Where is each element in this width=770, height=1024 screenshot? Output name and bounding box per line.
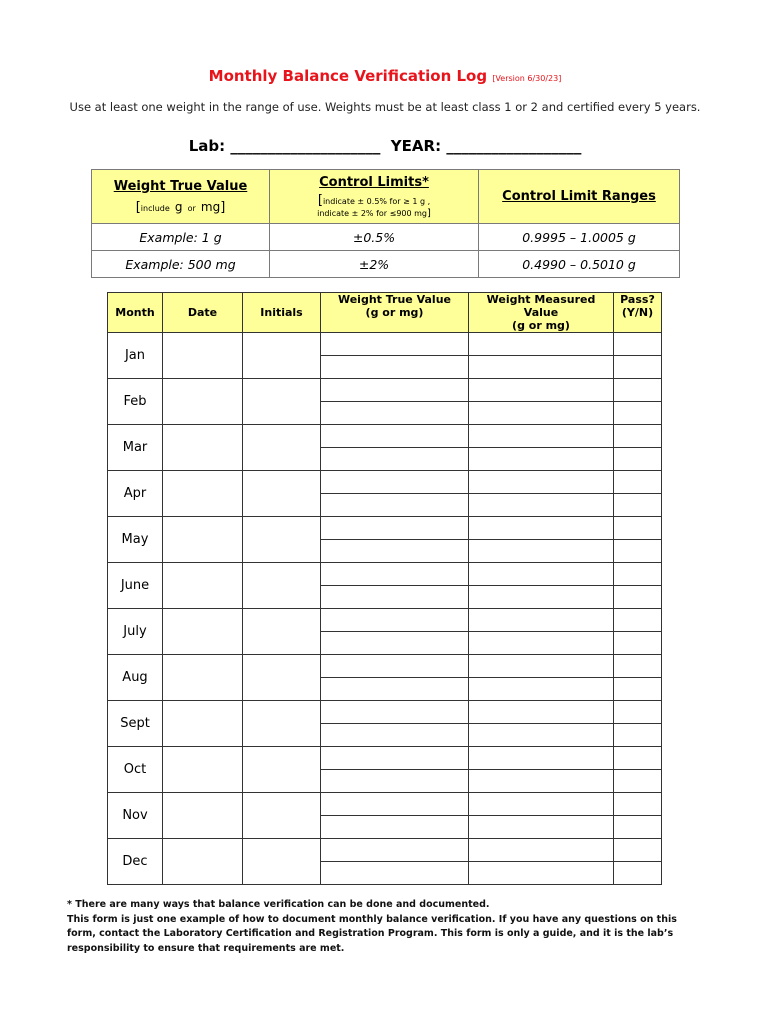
- true-value-cell[interactable]: [321, 724, 469, 747]
- date-cell[interactable]: [163, 425, 243, 471]
- measured-value-cell[interactable]: [469, 333, 614, 356]
- true-value-cell[interactable]: [321, 609, 469, 632]
- pass-cell[interactable]: [614, 517, 662, 540]
- month-label: Sept: [108, 701, 163, 747]
- true-value-cell[interactable]: [321, 678, 469, 701]
- initials-cell[interactable]: [243, 379, 321, 425]
- pass-cell[interactable]: [614, 793, 662, 816]
- weight-true-value-title: Weight True Value: [113, 178, 248, 194]
- initials-cell[interactable]: [243, 839, 321, 885]
- measured-value-unit: (g or mg): [512, 319, 570, 332]
- date-cell[interactable]: [163, 379, 243, 425]
- initials-cell[interactable]: [243, 425, 321, 471]
- month-label: Dec: [108, 839, 163, 885]
- measured-value-title: Weight Measured Value: [486, 293, 596, 319]
- measured-value-cell[interactable]: [469, 839, 614, 862]
- true-value-cell[interactable]: [321, 793, 469, 816]
- pass-cell[interactable]: [614, 494, 662, 517]
- pass-cell[interactable]: [614, 862, 662, 885]
- measured-value-cell[interactable]: [469, 540, 614, 563]
- date-cell[interactable]: [163, 517, 243, 563]
- month-row: [108, 425, 662, 448]
- initials-cell[interactable]: [243, 333, 321, 379]
- pass-cell[interactable]: [614, 448, 662, 471]
- pass-cell[interactable]: [614, 540, 662, 563]
- date-cell[interactable]: [163, 701, 243, 747]
- pass-cell[interactable]: [614, 586, 662, 609]
- measured-value-cell[interactable]: [469, 862, 614, 885]
- true-value-cell[interactable]: [321, 747, 469, 770]
- pass-cell[interactable]: [614, 402, 662, 425]
- reference-table: [91, 169, 680, 278]
- date-cell[interactable]: [163, 747, 243, 793]
- lab-year-line: [0, 137, 770, 155]
- instructions: Use at least one weight in the range of use. Weights must be at least class 1 or 2 and certified every 5 years.: [69, 100, 701, 114]
- month-header: Month: [108, 293, 163, 333]
- true-value-cell[interactable]: [321, 816, 469, 839]
- example-limit: ±0.5%: [270, 224, 479, 251]
- true-value-cell[interactable]: [321, 333, 469, 356]
- measured-value-header: [469, 293, 614, 333]
- month-label: July: [108, 609, 163, 655]
- measured-value-cell[interactable]: [469, 747, 614, 770]
- date-header: Date: [163, 293, 243, 333]
- measured-value-cell[interactable]: [469, 724, 614, 747]
- pass-cell[interactable]: [614, 632, 662, 655]
- log-header-row: [108, 293, 662, 333]
- measured-value-cell[interactable]: [469, 586, 614, 609]
- pass-cell[interactable]: [614, 655, 662, 678]
- measured-value-cell[interactable]: [469, 770, 614, 793]
- measured-value-cell[interactable]: [469, 517, 614, 540]
- true-value-cell[interactable]: [321, 471, 469, 494]
- pass-cell[interactable]: [614, 770, 662, 793]
- pass-cell[interactable]: [614, 471, 662, 494]
- weight-true-value-note: [92, 196, 269, 215]
- control-limit-ranges-title: Control Limit Ranges: [502, 189, 656, 204]
- true-value-title: Weight True Value: [337, 293, 451, 306]
- example-weight: Example: 1 g: [92, 224, 270, 251]
- true-value-cell[interactable]: [321, 425, 469, 448]
- pass-cell[interactable]: [614, 701, 662, 724]
- form-title: [0, 67, 770, 85]
- measured-value-cell[interactable]: [469, 402, 614, 425]
- true-value-cell[interactable]: [321, 448, 469, 471]
- note-mg: mg: [200, 199, 221, 214]
- pass-cell[interactable]: [614, 724, 662, 747]
- measured-value-cell[interactable]: [469, 425, 614, 448]
- true-value-cell[interactable]: [321, 632, 469, 655]
- pass-cell[interactable]: [614, 356, 662, 379]
- pass-cell[interactable]: [614, 563, 662, 586]
- true-value-cell[interactable]: [321, 586, 469, 609]
- date-cell[interactable]: [163, 333, 243, 379]
- year-label: YEAR:: [390, 137, 442, 155]
- month-label: Nov: [108, 793, 163, 839]
- measured-value-cell[interactable]: [469, 701, 614, 724]
- measured-value-cell[interactable]: [469, 632, 614, 655]
- pass-title: Pass?: [620, 293, 655, 306]
- month-row: [108, 333, 662, 356]
- initials-cell[interactable]: [243, 701, 321, 747]
- pass-cell[interactable]: [614, 678, 662, 701]
- month-row: [108, 563, 662, 586]
- date-cell[interactable]: [163, 839, 243, 885]
- measured-value-cell[interactable]: [469, 678, 614, 701]
- date-cell[interactable]: [163, 563, 243, 609]
- note-include: include: [140, 203, 170, 213]
- true-value-cell[interactable]: [321, 517, 469, 540]
- measured-value-cell[interactable]: [469, 609, 614, 632]
- date-cell[interactable]: [163, 655, 243, 701]
- measured-value-cell[interactable]: [469, 379, 614, 402]
- true-value-cell[interactable]: [321, 862, 469, 885]
- true-value-cell[interactable]: [321, 379, 469, 402]
- pass-cell[interactable]: [614, 609, 662, 632]
- pass-cell[interactable]: [614, 379, 662, 402]
- pass-cell[interactable]: [614, 816, 662, 839]
- version-text: [Version 6/30/23]: [492, 74, 562, 83]
- measured-value-cell[interactable]: [469, 816, 614, 839]
- example-range: 0.9995 – 1.0005 g: [479, 224, 680, 251]
- lab-label: Lab:: [188, 137, 226, 155]
- measured-value-cell[interactable]: [469, 356, 614, 379]
- initials-cell[interactable]: [243, 655, 321, 701]
- initials-cell[interactable]: [243, 471, 321, 517]
- month-row: [108, 747, 662, 770]
- month-label: Aug: [108, 655, 163, 701]
- pass-cell[interactable]: [614, 839, 662, 862]
- month-row: [108, 517, 662, 540]
- pass-header: [614, 293, 662, 333]
- date-cell[interactable]: [163, 471, 243, 517]
- control-limits-header: [270, 170, 479, 224]
- year-blank[interactable]: __________________: [446, 137, 582, 155]
- example-row: [92, 251, 680, 278]
- true-value-cell[interactable]: [321, 655, 469, 678]
- control-limits-title: Control Limits*: [319, 174, 429, 190]
- initials-cell[interactable]: [243, 563, 321, 609]
- true-value-cell[interactable]: [321, 540, 469, 563]
- measured-value-cell[interactable]: [469, 793, 614, 816]
- lab-blank[interactable]: ____________________: [230, 137, 381, 155]
- note-g: g: [174, 199, 183, 214]
- reference-header-row: [92, 170, 680, 224]
- month-label: May: [108, 517, 163, 563]
- initials-cell[interactable]: [243, 609, 321, 655]
- true-value-cell[interactable]: [321, 494, 469, 517]
- control-limit-ranges-header: [479, 170, 680, 224]
- month-row: [108, 471, 662, 494]
- initials-cell[interactable]: [243, 747, 321, 793]
- date-cell[interactable]: [163, 793, 243, 839]
- month-row: [108, 609, 662, 632]
- month-label: Oct: [108, 747, 163, 793]
- month-row: [108, 379, 662, 402]
- month-row: [108, 839, 662, 862]
- note-or: or: [187, 203, 196, 213]
- true-value-unit: (g or mg): [365, 306, 424, 319]
- true-value-cell[interactable]: [321, 770, 469, 793]
- note-open-bracket: [: [135, 199, 141, 215]
- example-row: [92, 224, 680, 251]
- footnote-line1: * There are many ways that balance verification can be done and documented.: [67, 899, 490, 910]
- measured-value-cell[interactable]: [469, 563, 614, 586]
- true-value-cell[interactable]: [321, 356, 469, 379]
- footnote: [67, 898, 707, 956]
- month-row: [108, 701, 662, 724]
- month-label: Apr: [108, 471, 163, 517]
- control-limits-note-line2: indicate ± 2% for ≤900 mg: [317, 208, 427, 218]
- pass-cell[interactable]: [614, 747, 662, 770]
- weight-true-value-header: [92, 170, 270, 224]
- example-range: 0.4990 – 0.5010 g: [479, 251, 680, 278]
- title-text: Monthly Balance Verification Log: [208, 67, 488, 85]
- month-label: Feb: [108, 379, 163, 425]
- measured-value-cell[interactable]: [469, 494, 614, 517]
- measured-value-cell[interactable]: [469, 471, 614, 494]
- pass-cell[interactable]: [614, 425, 662, 448]
- true-value-cell[interactable]: [321, 701, 469, 724]
- measured-value-cell[interactable]: [469, 448, 614, 471]
- pass-unit: (Y/N): [621, 306, 654, 319]
- measured-value-cell[interactable]: [469, 655, 614, 678]
- month-row: [108, 793, 662, 816]
- initials-cell[interactable]: [243, 793, 321, 839]
- month-label: Jan: [108, 333, 163, 379]
- note-close-bracket: ]: [220, 199, 226, 215]
- example-weight: Example: 500 mg: [92, 251, 270, 278]
- month-label: Mar: [108, 425, 163, 471]
- control-limits-note-line1: indicate ± 0.5% for ≥ 1 g ,: [322, 196, 431, 206]
- footnote-line2: This form is just one example of how to document monthly balance verification. If you have any questions on this form, contact the Laboratory Certification and Registration Program. This form is only a guide, and it is the lab’s responsibility to ensure that requirements are met.: [67, 913, 677, 954]
- true-value-cell[interactable]: [321, 402, 469, 425]
- month-label: June: [108, 563, 163, 609]
- log-table: [107, 292, 662, 885]
- example-limit: ±2%: [270, 251, 479, 278]
- pass-cell[interactable]: [614, 333, 662, 356]
- true-value-header: [321, 293, 469, 333]
- true-value-cell[interactable]: [321, 563, 469, 586]
- true-value-cell[interactable]: [321, 839, 469, 862]
- month-row: [108, 655, 662, 678]
- initials-cell[interactable]: [243, 517, 321, 563]
- date-cell[interactable]: [163, 609, 243, 655]
- initials-header: Initials: [243, 293, 321, 333]
- control-limits-note: [indicate ± 0.5% for ≥ 1 g , indicate ± 2% for ≤900 mg]: [317, 192, 431, 219]
